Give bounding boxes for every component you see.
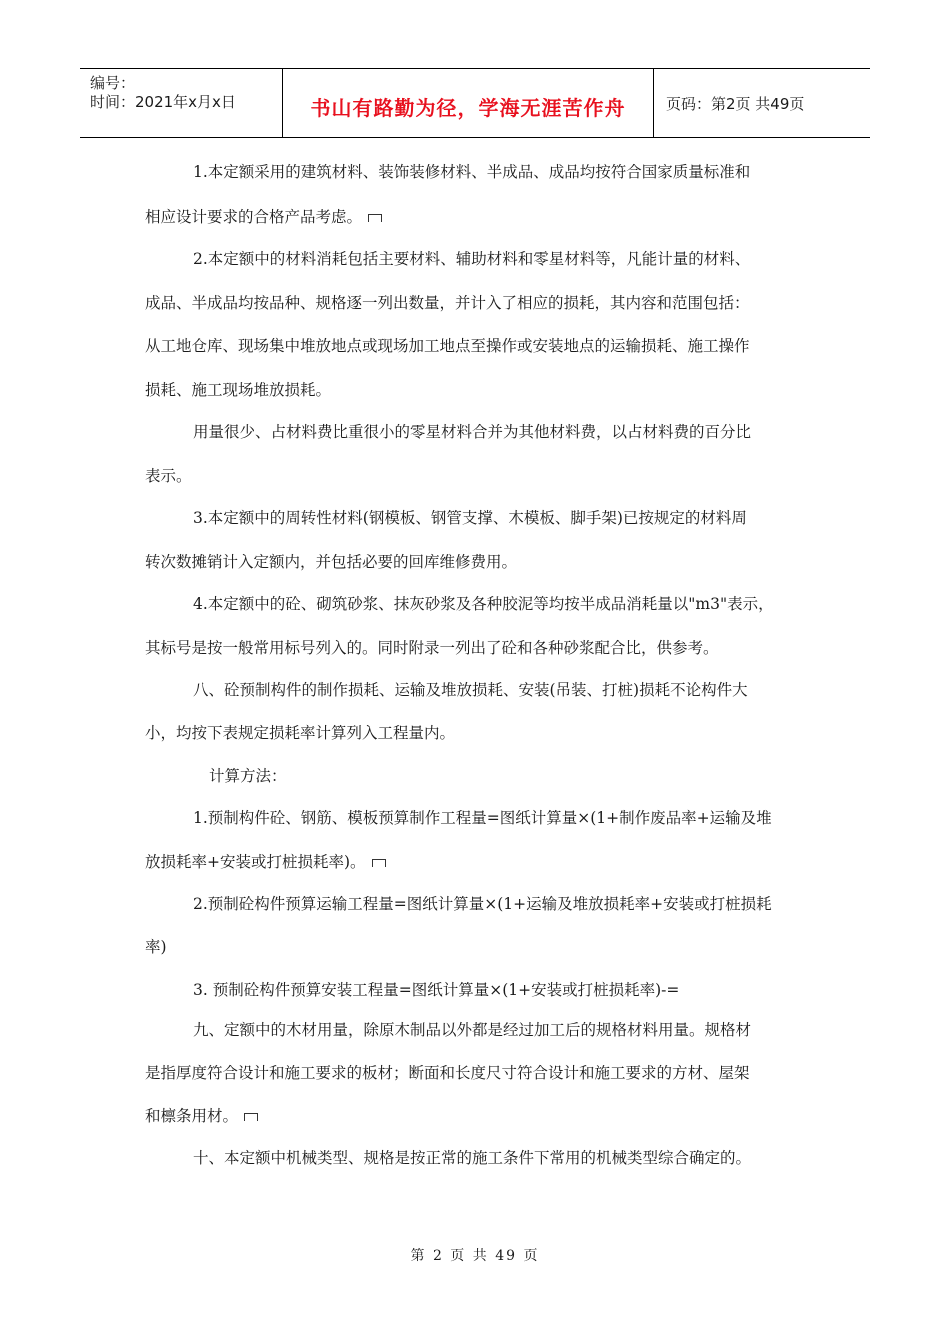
text-line <box>193 806 772 828</box>
text-line <box>145 1061 750 1083</box>
line-text: 和檩条用材。 <box>145 1107 239 1125</box>
text-line <box>145 291 750 313</box>
line-text: 小，均按下表规定损耗率计算列入工程量内。 <box>145 724 456 742</box>
line-text: 从工地仓库、现场集中堆放地点或现场加工地点至操作或安装地点的运输损耗、施工操作 <box>145 337 750 355</box>
header-motto-cell <box>282 69 654 137</box>
time-label: 时间：2021年x月x日 <box>90 93 236 111</box>
page-footer: 第 2 页 共 49 页 <box>410 1248 540 1264</box>
motto: 书山有路勤为径，学海无涯苦作舟 <box>310 95 626 120</box>
number-label: 编号： <box>90 74 136 92</box>
line-text: 十、本定额中机械类型、规格是按正常的施工条件下常用的机械类型综合确定的。 <box>193 1149 752 1167</box>
line-text: 3.本定额中的周转性材料(钢模板、钢管支撑、木模板、脚手架)已按规定的材料周 <box>193 509 747 527</box>
line-text: 用量很少、占材料费比重很小的零星材料合并为其他材料费，以占材料费的百分比 <box>193 423 752 441</box>
page-info: 页码：第2页 共49页 <box>666 94 805 113</box>
text-line <box>193 978 679 1000</box>
text-line <box>193 506 747 528</box>
text-line <box>145 1104 258 1126</box>
paragraph-mark-icon <box>372 859 386 867</box>
paragraph-mark-icon <box>244 1113 258 1121</box>
text-line <box>193 678 748 700</box>
line-text: 转次数摊销计入定额内，并包括必要的回库维修费用。 <box>145 553 518 571</box>
text-line <box>145 636 719 658</box>
line-text: 成品、半成品均按品种、规格逐一列出数量，并计入了相应的损耗，其内容和范围包括： <box>145 294 750 312</box>
line-text: 相应设计要求的合格产品考虑。 <box>145 208 363 226</box>
line-text: 表示。 <box>145 467 192 485</box>
text-line <box>145 550 517 572</box>
line-text: 计算方法： <box>209 767 287 785</box>
line-text: 八、砼预制构件的制作损耗、运输及堆放损耗、安装(吊装、打桩)损耗不论构件大 <box>193 681 748 699</box>
line-text: 2.预制砼构件预算运输工程量=图纸计算量×(1+运输及堆放损耗率+安装或打桩损耗 <box>193 895 772 913</box>
text-line <box>209 764 287 786</box>
text-line <box>145 850 386 872</box>
text-line <box>193 1018 751 1040</box>
text-line <box>193 892 772 914</box>
text-line <box>145 721 455 743</box>
line-text: 3. 预制砼构件预算安装工程量=图纸计算量×(1+安装或打桩损耗率)-= <box>193 981 680 999</box>
text-line <box>193 160 750 182</box>
line-text: 2.本定额中的材料消耗包括主要材料、辅助材料和零星材料等，凡能计量的材料、 <box>193 250 751 268</box>
line-text: 放损耗率+安装或打桩损耗率)。 <box>145 853 366 871</box>
text-line <box>145 378 331 400</box>
text-line <box>145 334 750 356</box>
line-text: 1.本定额采用的建筑材料、装饰装修材料、半成品、成品均按符合国家质量标准和 <box>193 163 751 181</box>
text-line <box>193 247 750 269</box>
text-line <box>193 420 751 442</box>
text-line <box>145 935 167 957</box>
page-header <box>80 68 870 138</box>
text-line <box>193 1146 751 1168</box>
line-text: 率) <box>145 938 167 956</box>
line-text: 1.预制构件砼、钢筋、模板预算制作工程量=图纸计算量×(1+制作废品率+运输及堆 <box>193 809 772 827</box>
line-text: 九、定额中的木材用量，除原木制品以外都是经过加工后的规格材料用量。规格材 <box>193 1021 752 1039</box>
text-line <box>145 205 382 227</box>
line-text: 4.本定额中的砼、砌筑砂浆、抹灰砂浆及各种胶泥等均按半成品消耗量以"m3"表示， <box>193 595 774 613</box>
header-meta <box>80 69 282 137</box>
line-text: 损耗、施工现场堆放损耗。 <box>145 381 332 399</box>
line-text: 其标号是按一般常用标号列入的。同时附录一列出了砼和各种砂浆配合比，供参考。 <box>145 639 719 657</box>
line-text: 是指厚度符合设计和施工要求的板材；断面和长度尺寸符合设计和施工要求的方材、屋架 <box>145 1064 750 1082</box>
text-line <box>193 592 774 614</box>
paragraph-mark-icon <box>368 214 382 222</box>
text-line <box>145 464 192 486</box>
